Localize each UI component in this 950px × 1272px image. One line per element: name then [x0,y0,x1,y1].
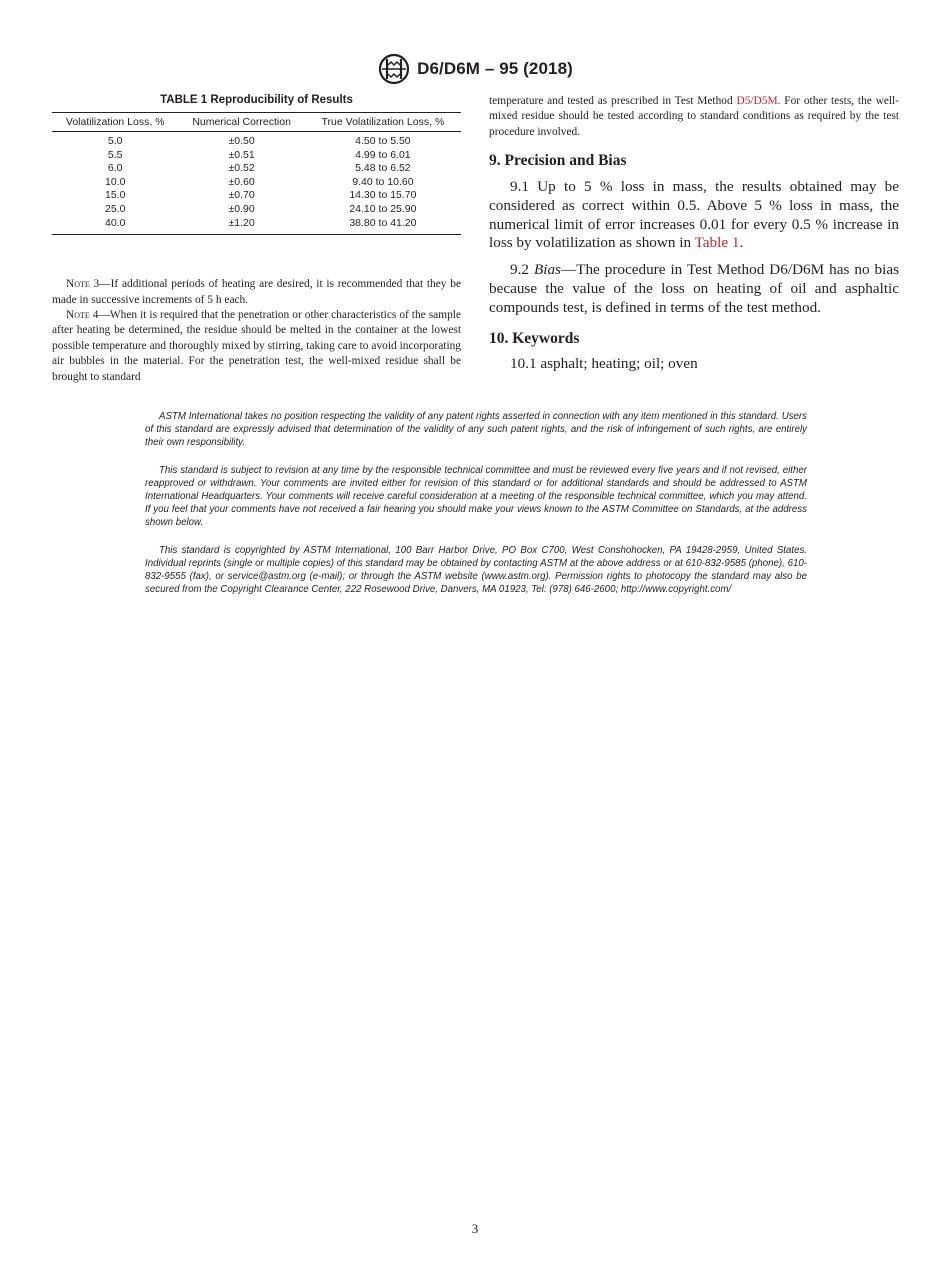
patent-disclaimer: ASTM International takes no position respecting the validity of any patent rights asserted in connection with any item mentioned in this standard. Users of this standard are expressly advised that determination of the validity of any such patent rights, and the risk of infringement of such rights, are entirely their own responsibility. [145,411,807,449]
revision-disclaimer: This standard is subject to revision at any time by the responsible technical committee and must be reviewed every five years and if not revised, either reapproved or withdrawn. Your comments are invited either for revision of this standard or for additional standards and should be addressed to ASTM International Headquarters. Your comments will receive careful consideration at a meeting of the responsible technical committee, which you may attend. If you feel that your comments have not received a fair hearing you should make your views known to the ASTM Committee on Standards, at the address shown below. [145,464,807,529]
note-3 [52,277,461,308]
table-row [52,217,461,235]
table-cell: 38.80 to 41.20 [305,217,461,235]
continued-paragraph [489,94,899,140]
table-row [52,149,461,163]
table-cell: ±0.50 [228,135,255,147]
table-row [52,176,461,190]
disclaimer-block [145,410,807,610]
table-cell: ±1.20 [178,217,304,235]
table-cell: ±0.51 [228,148,255,161]
note-text: —When it is required that the penetration or other characteristics of the sample after heating be determined, the residue should be melted in the container at the lowest possible temperature and thoroughly mixed by stirring, taking care to avoid incorporating air bubbles in the material. For the penetration test, the well-mixed residue shall be brought to standard [52,308,462,383]
paragraph-text: . For other tests, the well-mixed residue should be tested according to standard conditions as required by the test procedure involved. [489,95,899,138]
section-9-heading: 9. Precision and Bias [489,152,627,170]
table-cell: ±0.60 [228,175,255,188]
column-header-numerical-correction: Numerical Correction [178,113,304,132]
note-4 [52,308,461,385]
right-column [489,94,899,382]
table-caption: TABLE 1 Reproducibility of Results [160,94,353,106]
paragraph-text: temperature and tested as prescribed in Test Method [489,95,737,107]
note-label: Note [66,308,90,321]
table-row [52,132,461,149]
table-cell: 25.0 [104,202,126,215]
table-cell: 9.40 to 10.60 [352,175,414,188]
note-label: Note [66,278,90,291]
paragraph-9-2 [489,261,899,317]
paragraph-number: 9.2 [510,261,534,279]
table-cell: 5.5 [107,148,123,161]
table-cell: 24.10 to 25.90 [349,202,417,215]
document-designation: D6/D6M – 95 (2018) [417,59,573,78]
table-cell: 6.0 [107,162,123,175]
table-row [52,189,461,203]
table-cell: 10.0 [104,175,126,188]
paragraph-text: —The procedure in Test Method D6/D6M has no bias because the value of the loss on heating of oil and asphaltic compounds test, is defined in terms of the test method. [489,261,899,316]
copyright-notice: This standard is copyrighted by ASTM International, 100 Barr Harbor Drive, PO Box C700, West Conshohocken, PA 19428-2959, United States. Individual reprints (single or multiple copies) of this standard may be obtained by contacting ASTM at the above address or at 610-832-9585 (phone), 610-832-9555 (fax), or service@astm.org (e-mail); or through the ASTM website (www.astm.org). Permission rights to photocopy the standard may also be secured from the Copyright Clearance Center, 222 Rosewood Drive, Danvers, MA 01923, Tel: (978) 646-2600; http://www.copyright.com/ [145,544,807,596]
table-cell: ±0.52 [228,162,255,175]
note-number: 4 [89,308,99,321]
link-d5-d5m[interactable]: D5/D5M [736,95,778,107]
table-cell: ±0.70 [228,189,255,202]
note-text: —If additional periods of heating are desired, it is recommended that they be made in successive increments of 5 h each. [52,278,462,306]
table-cell: 4.50 to 5.50 [355,135,411,147]
paragraph-9-1 [489,178,899,253]
table-row [52,162,461,176]
link-table-1[interactable]: Table 1 [694,234,740,252]
note-number: 3 [89,278,100,291]
notes-block [52,277,461,385]
paragraph-text: . [739,234,744,252]
table-cell: 40.0 [52,217,178,235]
table-cell: ±0.90 [228,202,255,215]
table-cell: 14.30 to 15.70 [349,189,417,202]
table-cell: 15.0 [104,189,126,202]
column-header-volatilization-loss: Volatilization Loss, % [52,113,178,132]
reproducibility-table [52,112,461,235]
astm-logo-icon [377,52,411,86]
column-header-true-volatilization-loss: True Volatilization Loss, % [305,113,461,132]
table-cell: 5.48 to 6.52 [355,162,411,175]
page-number: 3 [471,1221,479,1236]
paragraph-text: 9.1 Up to 5 % loss in mass, the results obtained may be considered as correct within 0.5. Above 5 % loss in mass, the numerical limit of error increases 0.01 for every 0.5 % increase in loss by volatilization as shown in [489,178,899,252]
table-cell: 4.99 to 6.01 [355,148,411,161]
table-cell: 5.0 [107,135,123,147]
paragraph-10-1: 10.1 asphalt; heating; oil; oven [510,355,698,373]
left-column [52,94,461,385]
section-10-heading: 10. Keywords [489,329,580,347]
page-header [0,52,950,86]
table-row [52,203,461,217]
table-header-row [52,113,461,132]
bias-term: Bias [533,261,561,279]
